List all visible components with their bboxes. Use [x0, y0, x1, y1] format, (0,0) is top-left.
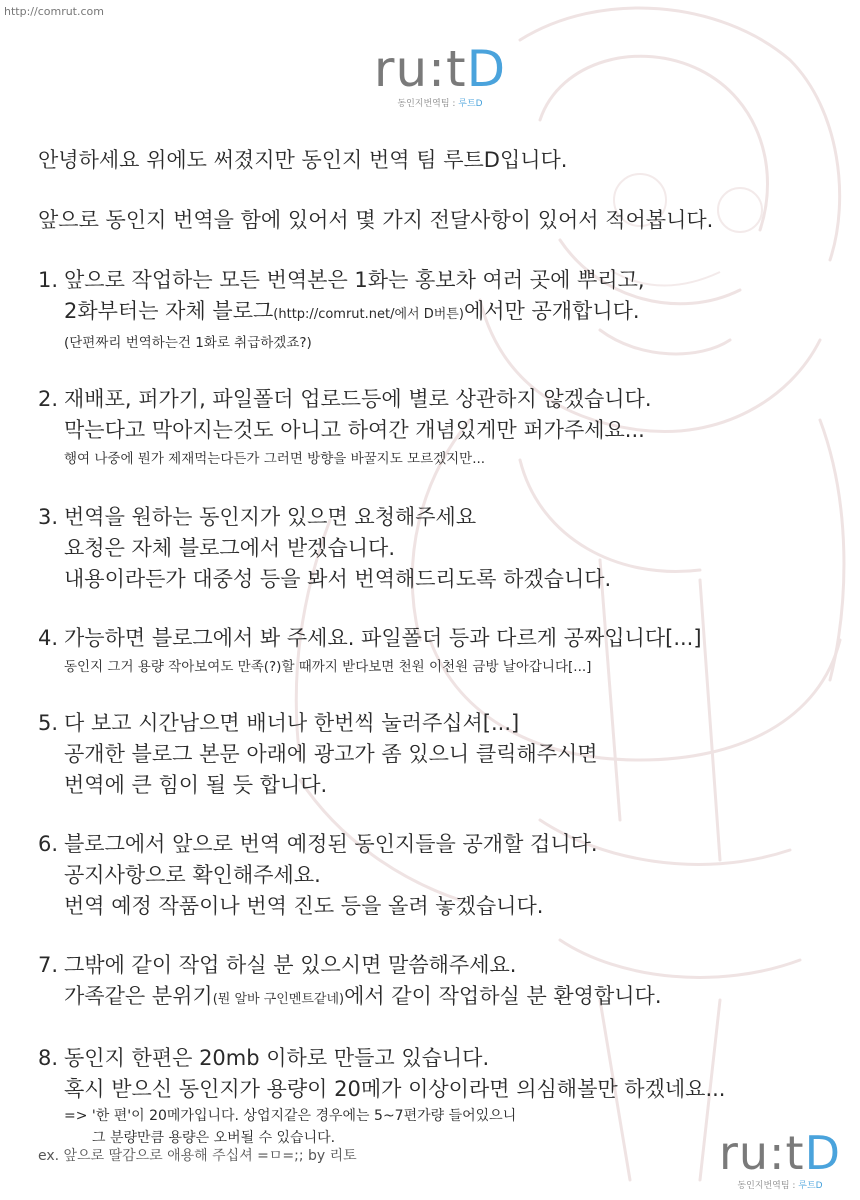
- item-number: 7.: [38, 953, 59, 977]
- logo-mark-main: ru:t: [373, 40, 467, 98]
- item-number: 6.: [38, 832, 59, 856]
- item-line-part: 가족같은 분위기: [64, 984, 213, 1008]
- notice-item-4: [38, 623, 838, 680]
- item-number: 5.: [38, 711, 59, 735]
- notice-item-5: [38, 708, 838, 801]
- item-line: 동인지 한편은 20mb 이하로 만들고 있습니다.: [64, 1046, 490, 1070]
- item-number: 1.: [38, 268, 59, 292]
- item-line: 공지사항으로 확인해주세요.: [64, 863, 321, 887]
- logo-subtitle-accent: 루트D: [798, 1181, 823, 1191]
- item-number: 2.: [38, 387, 59, 411]
- logo-mark: [700, 1126, 860, 1180]
- item-line: 혹시 받으신 동인지가 용량이 20메가 이상이라면 의심해볼만 하겠네요...: [64, 1077, 726, 1101]
- item-line: 번역에 큰 힘이 될 듯 합니다.: [64, 773, 328, 797]
- item-note: (단편짜리 번역하는건 1화로 취급하겠죠?): [64, 335, 312, 351]
- item-note: => '한 편'이 20메가입니다. 상업지같은 경우에는 5~7편가량 들어있으니: [64, 1108, 517, 1124]
- item-line-part: 에서만 공개합니다.: [463, 299, 640, 323]
- item-line: 다 보고 시간남으면 배너나 한번씩 눌러주십셔[...]: [64, 711, 520, 735]
- notice-body: [38, 145, 838, 1149]
- logo-mark: [360, 40, 520, 98]
- item-line: 공개한 블로그 본문 아래에 광고가 좀 있으니 클릭해주시면: [64, 742, 598, 766]
- site-url: http://comrut.com: [4, 5, 104, 18]
- item-line: 앞으로 작업하는 모든 번역본은 1화는 홍보차 여러 곳에 뿌리고,: [64, 268, 645, 292]
- item-line: 번역을 원하는 동인지가 있으면 요청해주세요: [64, 505, 477, 529]
- item-line: 막는다고 막아지는것도 아니고 하여간 개념있게만 퍼가주세요...: [64, 418, 645, 442]
- item-note: 그 분량만큼 용량은 오버될 수 있습니다.: [92, 1130, 336, 1146]
- item-note: 동인지 그거 용량 작아보여도 만족(?)할 때까지 받다보면 천원 이천원 금방 날아갑니다[...]: [64, 659, 592, 675]
- team-logo-top: [360, 40, 520, 109]
- item-line: 번역 예정 작품이나 번역 진도 등을 올려 놓겠습니다.: [64, 894, 544, 918]
- item-line: [64, 981, 838, 1015]
- logo-subtitle-prefix: 동인지번역팀 :: [737, 1181, 799, 1191]
- intro-greeting: 안녕하세요 위에도 써졌지만 동인지 번역 팀 루트D입니다.: [38, 148, 568, 172]
- item-line: 요청은 자체 블로그에서 받겠습니다.: [64, 536, 395, 560]
- item-line: 가능하면 블로그에서 봐 주세요. 파일폴더 등과 다르게 공짜입니다[...]: [64, 626, 702, 650]
- item-line: 그밖에 같이 작업 하실 분 있으시면 말씀해주세요.: [64, 953, 517, 977]
- item-line: 재배포, 퍼가기, 파일폴더 업로드등에 별로 상관하지 않겠습니다.: [64, 387, 652, 411]
- logo-subtitle-prefix: 동인지번역팀 :: [397, 99, 459, 109]
- item-line: 내용이라든가 대중성 등을 봐서 번역해드리도록 하겠습니다.: [64, 567, 612, 591]
- notice-item-3: [38, 502, 838, 595]
- item-number: 4.: [38, 626, 59, 650]
- notice-item-6: [38, 829, 838, 922]
- item-number: 8.: [38, 1046, 59, 1070]
- item-line: [64, 296, 838, 330]
- item-line-part: 에서 같이 작업하실 분 환영합니다.: [344, 984, 662, 1008]
- notice-item-1: [38, 265, 838, 356]
- item-line-part: 2화부터는 자체 블로그: [64, 299, 274, 323]
- item-line: 블로그에서 앞으로 번역 예정된 동인지들을 공개할 겁니다.: [64, 832, 598, 856]
- team-logo-bottom: [700, 1126, 860, 1191]
- item-note: 행여 나중에 뭔가 제재먹는다든가 그러면 방향을 바꿀지도 모르겠지만...: [64, 451, 486, 467]
- aside-note: (뭔 알바 구인멘트같네): [212, 992, 345, 1007]
- logo-mark-accent: D: [466, 40, 507, 98]
- item-number: 3.: [38, 505, 59, 529]
- blog-url-note: (http://comrut.net/에서 D버튼): [273, 307, 464, 322]
- intro-lead: 앞으로 동인지 번역을 함에 있어서 몇 가지 전달사항이 있어서 적어봅니다.: [38, 208, 714, 232]
- footer-signoff: ex. 앞으로 딸감으로 애용해 주십셔 =ㅁ=;; by 리토: [38, 1148, 357, 1164]
- logo-subtitle-accent: 루트D: [458, 99, 483, 109]
- logo-mark-accent: D: [804, 1126, 842, 1180]
- notice-item-2: [38, 384, 838, 472]
- notice-item-7: [38, 950, 838, 1015]
- logo-mark-main: ru:t: [718, 1126, 805, 1180]
